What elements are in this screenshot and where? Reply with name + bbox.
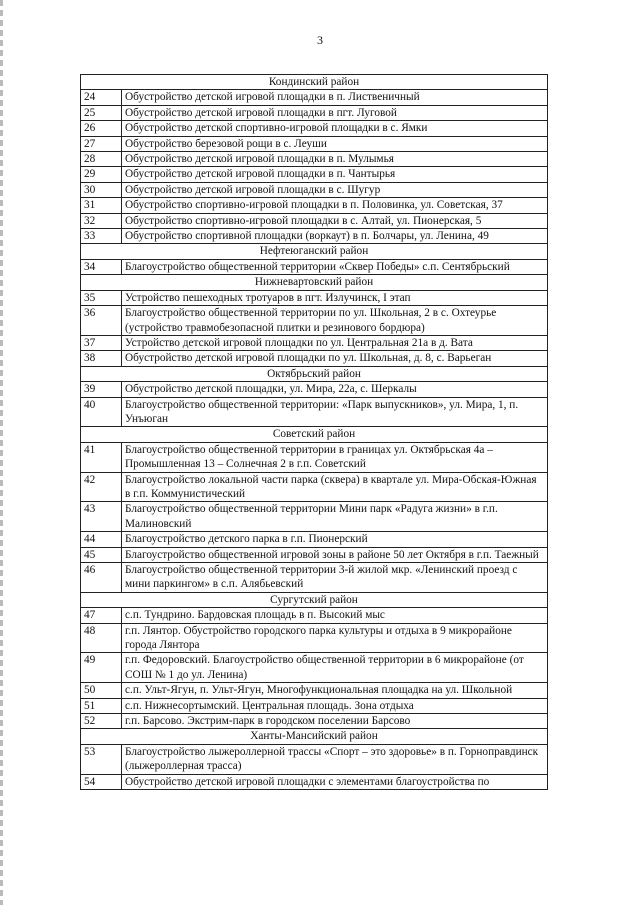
table-row bbox=[81, 683, 548, 698]
table-row bbox=[81, 472, 548, 502]
district-header-row bbox=[81, 592, 548, 607]
table-row bbox=[81, 351, 548, 366]
district-name: Советский район bbox=[81, 427, 548, 442]
row-description: Благоустройство общественной территории 3-й жилой мкр. «Ленинский проезд с мини паркингом» в с.п. Алябьевский bbox=[122, 563, 548, 593]
table-row bbox=[81, 136, 548, 151]
table-row bbox=[81, 105, 548, 120]
row-number: 36 bbox=[81, 306, 122, 336]
table-row bbox=[81, 306, 548, 336]
row-description: Обустройство детской игровой площадки с элементами благоустройства по bbox=[122, 774, 548, 789]
row-description: Обустройство березовой рощи в с. Леуши bbox=[122, 136, 548, 151]
row-description: Обустройство детской игровой площадки в пгт. Луговой bbox=[122, 105, 548, 120]
row-number: 51 bbox=[81, 698, 122, 713]
projects-table-body bbox=[81, 75, 548, 790]
row-number: 48 bbox=[81, 623, 122, 653]
row-number: 52 bbox=[81, 714, 122, 729]
table-row bbox=[81, 90, 548, 105]
row-number: 26 bbox=[81, 121, 122, 136]
table-row bbox=[81, 608, 548, 623]
row-description: Устройство детской игровой площадки по ул. Центральная 21а в д. Вата bbox=[122, 335, 548, 350]
row-number: 27 bbox=[81, 136, 122, 151]
row-description: Благоустройство общественной игровой зоны в районе 50 лет Октября в г.п. Таежный bbox=[122, 547, 548, 562]
row-number: 43 bbox=[81, 502, 122, 532]
row-number: 33 bbox=[81, 229, 122, 244]
row-description: с.п. Тундрино. Бардовская площадь в п. Высокий мыс bbox=[122, 608, 548, 623]
projects-table bbox=[80, 74, 548, 790]
row-number: 38 bbox=[81, 351, 122, 366]
row-description: Обустройство спортивно-игровой площадки в п. Половинка, ул. Советская, 37 bbox=[122, 198, 548, 213]
table-row bbox=[81, 397, 548, 427]
row-number: 53 bbox=[81, 744, 122, 774]
row-description: Благоустройство общественной территории «Сквер Победы» с.п. Сентябрьский bbox=[122, 259, 548, 274]
row-description: Обустройство детской игровой площадки в п. Чантырья bbox=[122, 167, 548, 182]
row-description: с.п. Нижнесортымский. Центральная площадь. Зона отдыха bbox=[122, 698, 548, 713]
row-number: 24 bbox=[81, 90, 122, 105]
row-description: с.п. Ульт-Ягун, п. Ульт-Ягун, Многофункциональная площадка на ул. Школьной bbox=[122, 683, 548, 698]
row-number: 25 bbox=[81, 105, 122, 120]
district-header-row bbox=[81, 244, 548, 259]
scan-edge bbox=[0, 0, 3, 905]
table-row bbox=[81, 744, 548, 774]
table-row bbox=[81, 502, 548, 532]
row-number: 40 bbox=[81, 397, 122, 427]
row-description: Благоустройство лыжероллерной трассы «Спорт – это здоровье» в п. Горноправдинск (лыжероллерная трасса) bbox=[122, 744, 548, 774]
row-description: Благоустройство общественной территории: «Парк выпускников», ул. Мира, 1, п. Унъюган bbox=[122, 397, 548, 427]
row-number: 28 bbox=[81, 152, 122, 167]
district-header-row bbox=[81, 75, 548, 90]
page-number: 3 bbox=[317, 33, 323, 47]
table-row bbox=[81, 259, 548, 274]
row-number: 49 bbox=[81, 653, 122, 683]
row-number: 44 bbox=[81, 532, 122, 547]
row-number: 41 bbox=[81, 442, 122, 472]
row-number: 30 bbox=[81, 182, 122, 197]
table-row bbox=[81, 167, 548, 182]
row-description: Обустройство детской игровой площадки в п. Мулымья bbox=[122, 152, 548, 167]
district-name: Нижневартовский район bbox=[81, 275, 548, 290]
table-row bbox=[81, 182, 548, 197]
row-description: г.п. Барсово. Экстрим-парк в городском поселении Барсово bbox=[122, 714, 548, 729]
row-number: 32 bbox=[81, 213, 122, 228]
district-name: Сургутский район bbox=[81, 592, 548, 607]
district-header-row bbox=[81, 427, 548, 442]
row-number: 29 bbox=[81, 167, 122, 182]
row-number: 39 bbox=[81, 382, 122, 397]
district-header-row bbox=[81, 275, 548, 290]
row-description: Обустройство детской спортивно-игровой площадки в с. Ямки bbox=[122, 121, 548, 136]
district-name: Ханты-Мансийский район bbox=[81, 729, 548, 744]
row-description: Обустройство детской игровой площадки по ул. Школьная, д. 8, с. Варьеган bbox=[122, 351, 548, 366]
row-number: 50 bbox=[81, 683, 122, 698]
table-row bbox=[81, 121, 548, 136]
table-row bbox=[81, 774, 548, 789]
row-description: Устройство пешеходных тротуаров в пгт. Излучинск, I этап bbox=[122, 290, 548, 305]
row-number: 35 bbox=[81, 290, 122, 305]
row-number: 46 bbox=[81, 563, 122, 593]
row-description: Обустройство спортивной площадки (воркаут) в п. Болчары, ул. Ленина, 49 bbox=[122, 229, 548, 244]
district-header-row bbox=[81, 366, 548, 381]
district-name: Октябрьский район bbox=[81, 366, 548, 381]
table-row bbox=[81, 714, 548, 729]
district-header-row bbox=[81, 729, 548, 744]
row-description: Благоустройство общественной территории по ул. Школьная, 2 в с. Охтеурье (устройство травмобезопасной плитки и резинового бордюра) bbox=[122, 306, 548, 336]
row-description: Обустройство спортивно-игровой площадки в с. Алтай, ул. Пионерская, 5 bbox=[122, 213, 548, 228]
table-row bbox=[81, 532, 548, 547]
row-description: Обустройство детской площадки, ул. Мира, 22а, с. Шеркалы bbox=[122, 382, 548, 397]
district-name: Кондинский район bbox=[81, 75, 548, 90]
table-row bbox=[81, 152, 548, 167]
table-row bbox=[81, 442, 548, 472]
row-number: 37 bbox=[81, 335, 122, 350]
table-row bbox=[81, 653, 548, 683]
table-row bbox=[81, 623, 548, 653]
table-row bbox=[81, 290, 548, 305]
row-description: Обустройство детской игровой площадки в п. Лиственичный bbox=[122, 90, 548, 105]
row-description: Благоустройство локальной части парка (сквера) в квартале ул. Мира-Обская-Южная в г.п. Коммунистический bbox=[122, 472, 548, 502]
table-row bbox=[81, 547, 548, 562]
row-number: 54 bbox=[81, 774, 122, 789]
row-number: 47 bbox=[81, 608, 122, 623]
row-description: Обустройство детской игровой площадки в с. Шугур bbox=[122, 182, 548, 197]
table-row bbox=[81, 698, 548, 713]
row-number: 34 bbox=[81, 259, 122, 274]
row-description: г.п. Лянтор. Обустройство городского парка культуры и отдыха в 9 микрорайоне города Лянтора bbox=[122, 623, 548, 653]
table-row bbox=[81, 198, 548, 213]
row-description: Благоустройство детского парка в г.п. Пионерский bbox=[122, 532, 548, 547]
row-description: Благоустройство общественной территории Мини парк «Радуга жизни» в г.п. Малиновский bbox=[122, 502, 548, 532]
table-row bbox=[81, 229, 548, 244]
row-number: 42 bbox=[81, 472, 122, 502]
row-description: Благоустройство общественной территории в границах ул. Октябрьская 4а – Промышленная 13 – Солнечная 2 в г.п. Советский bbox=[122, 442, 548, 472]
row-number: 45 bbox=[81, 547, 122, 562]
row-number: 31 bbox=[81, 198, 122, 213]
table-row bbox=[81, 382, 548, 397]
table-row bbox=[81, 213, 548, 228]
row-description: г.п. Федоровский. Благоустройство общественной территории в 6 микрорайоне (от СОШ № 1 до ул. Ленина) bbox=[122, 653, 548, 683]
table-row bbox=[81, 563, 548, 593]
district-name: Нефтеюганский район bbox=[81, 244, 548, 259]
table-row bbox=[81, 335, 548, 350]
